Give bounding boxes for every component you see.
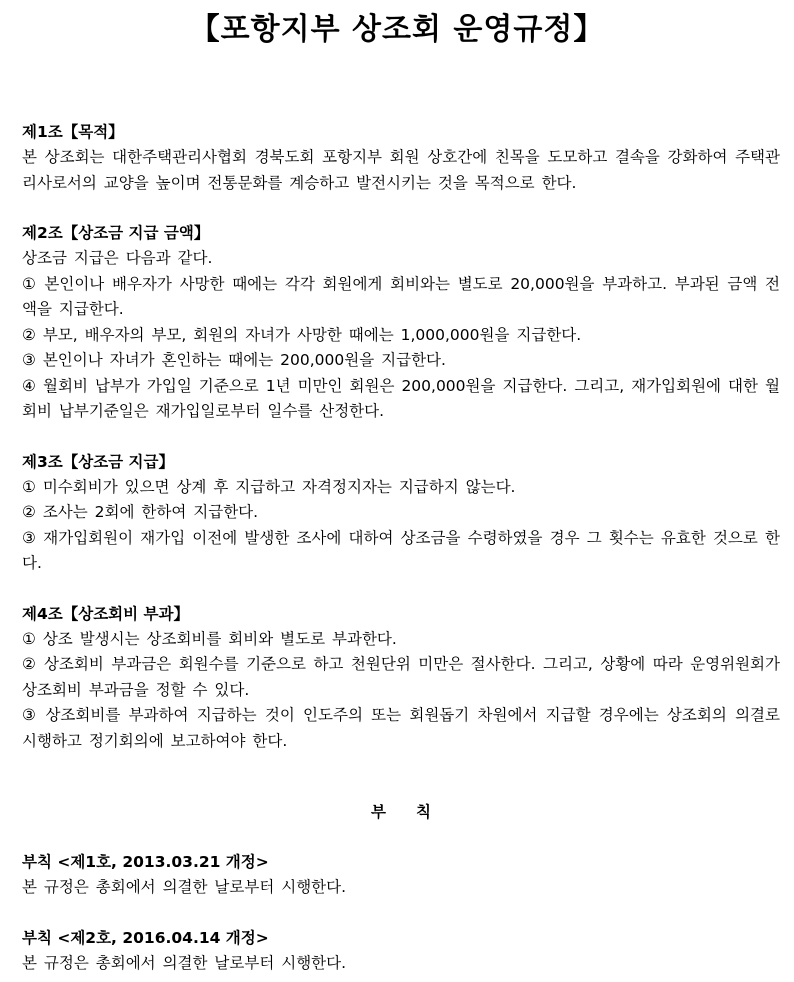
article-paragraph: ③ 상조회비를 부과하여 지급하는 것이 인도주의 또는 회원돕기 차원에서 지급할 경우에는 상조회의 의결로 시행하고 정기회의에 보고하여야 한다.	[22, 706, 780, 750]
article-2	[22, 221, 780, 425]
article-3	[22, 450, 780, 577]
article-heading: 제1조【목적】	[22, 123, 124, 141]
article-heading: 제3조【상조금 지급】	[22, 452, 174, 471]
article-paragraph: ① 상조 발생시는 상조회비를 회비와 별도로 부과한다.	[22, 629, 397, 648]
document-body	[22, 120, 780, 976]
article-paragraph: ② 조사는 2회에 한하여 지급한다.	[22, 503, 259, 521]
supplement-entry-2	[22, 926, 780, 977]
supplement-entry-text: 본 규정은 총회에서 의결한 날로부터 시행한다.	[22, 953, 347, 972]
article-paragraph: ② 부모, 배우자의 부모, 회원의 자녀가 사망한 때에는 1,000,000원을 지급한다.	[22, 325, 582, 344]
article-paragraph: ④ 월회비 납부가 가입일 기준으로 1년 미만인 회원은 200,000원을 지급한다. 그리고, 재가입회원에 대한 월회비 납부기준일은 재가입일로부터 일수를 산정한다.	[22, 376, 780, 420]
article-paragraph: 본 상조회는 대한주택관리사협회 경북도회 포항지부 회원 상호간에 친목을 도모하고 결속을 강화하여 주택관리사로서의 교양을 높이며 전통문화를 계승하고 발전시키는 것을 목적으로 한다.	[22, 148, 780, 192]
article-paragraph: ① 미수회비가 있으면 상계 후 지급하고 자격정지자는 지급하지 않는다.	[22, 477, 516, 496]
supplement-entry-1	[22, 850, 780, 901]
supplement-entry-heading: 부칙 <제2호, 2016.04.14 개정>	[22, 928, 269, 947]
article-paragraph: ③ 본인이나 자녀가 혼인하는 때에는 200,000원을 지급한다.	[22, 351, 446, 369]
document-title: 【포항지부 상조회 운영규정】	[189, 12, 605, 47]
article-paragraph: 상조금 지급은 다음과 같다.	[22, 249, 213, 267]
article-heading: 제2조【상조금 지급 금액】	[22, 224, 210, 242]
supplement-heading: 부칙	[371, 803, 461, 821]
article-1	[22, 120, 780, 196]
supplement-entry-text: 본 규정은 총회에서 의결한 날로부터 시행한다.	[22, 878, 347, 896]
article-paragraph: ② 상조회비 부과금은 회원수를 기준으로 하고 천원단위 미만은 절사한다. 그리고, 상황에 따라 운영위원회가 상조회비 부과금을 정할 수 있다.	[22, 655, 780, 699]
article-paragraph: ③ 재가입회원이 재가입 이전에 발생한 조사에 대하여 상조금을 수령하였을 경우 그 횟수는 유효한 것으로 한다.	[22, 528, 780, 572]
article-heading: 제4조【상조회비 부과】	[22, 604, 189, 623]
supplement-entry-heading: 부칙 <제1호, 2013.03.21 개정>	[22, 853, 269, 871]
article-paragraph: ① 본인이나 배우자가 사망한 때에는 각각 회원에게 회비와는 별도로 20,000원을 부과하고. 부과된 금액 전액을 지급한다.	[22, 274, 780, 318]
article-4	[22, 602, 780, 755]
